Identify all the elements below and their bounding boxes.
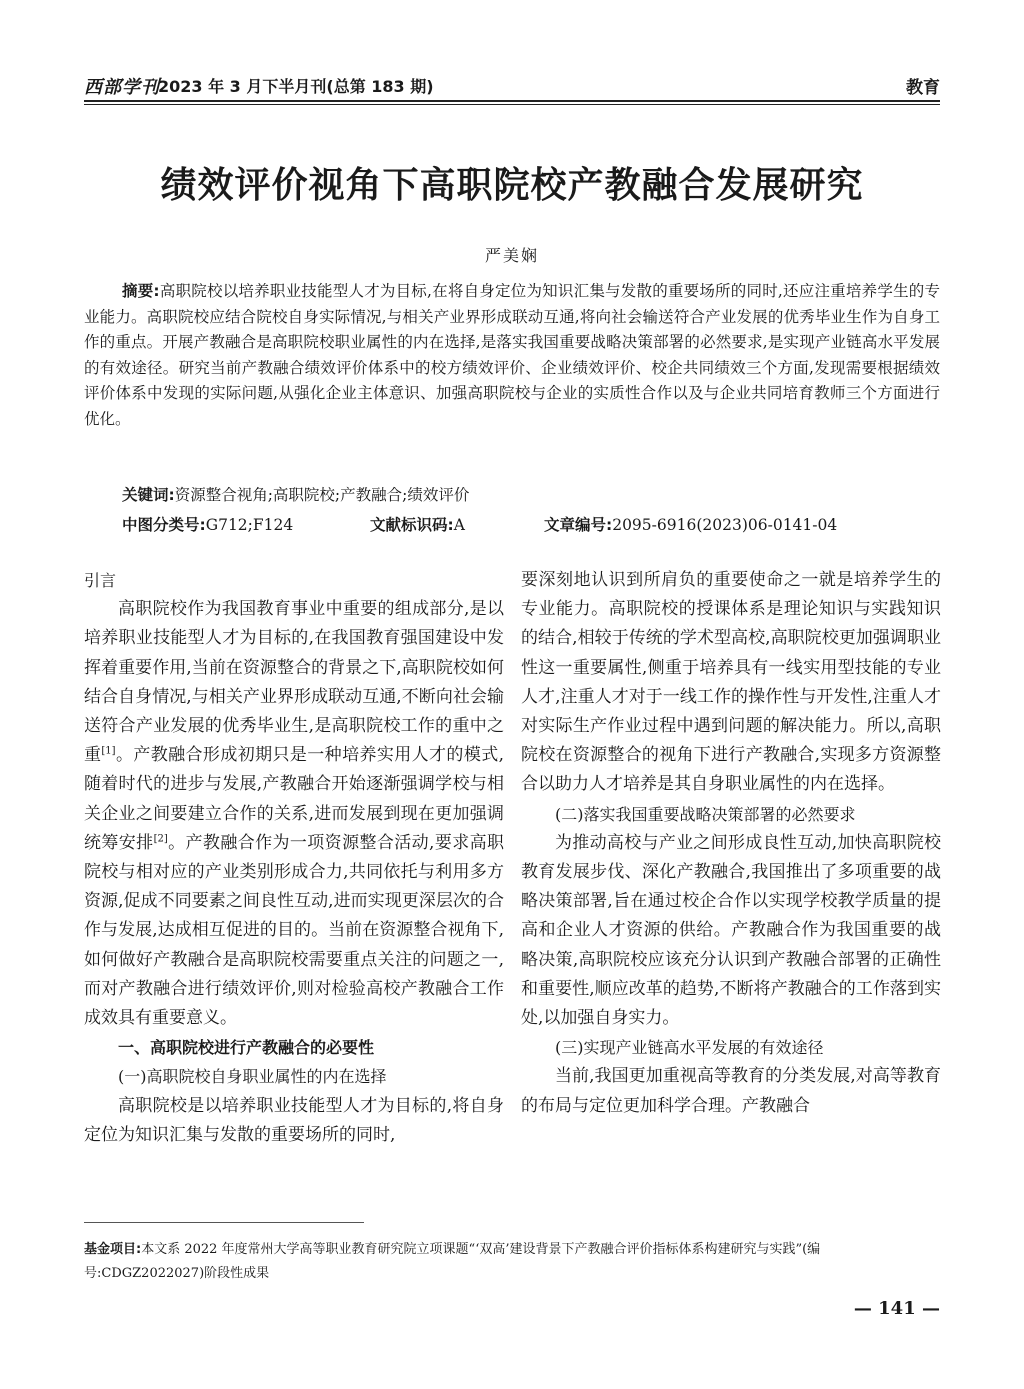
subsection-2-heading: (二)落实我国重要战略决策部署的必然要求 bbox=[555, 804, 856, 824]
clc-value: G712;F124 bbox=[205, 516, 294, 534]
issue-info: 2023 年 3 月下半月刊(总第 183 期) bbox=[158, 77, 434, 96]
continued-paragraph: 要深刻地认识到所肩负的重要使命之一就是培养学生的专业能力。高职院校的授课体系是理论知识与实践知识的结合,相较于传统的学术型高校,高职院校更加强调职业性这一重要属性,侧重于培养具有一线实用型技能的专业人才,注重人才对于一线工作的操作性与开发性,注重人才对实际生产作业过程中遇到问题的解决能力。所以,高职院校在资源整合的视角下进行产教融合,实现多方资源整合以助力人才培养是其自身职业属性的内在选择。 bbox=[521, 570, 941, 795]
subsection-1-paragraph: 高职院校是以培养职业技能型人才为目标的,将自身定位为知识汇集与发散的重要场所的同时, bbox=[84, 1095, 504, 1145]
running-header bbox=[84, 73, 940, 99]
funding-footnote bbox=[84, 1238, 940, 1286]
intro-text-part1: 高职院校作为我国教育事业中重要的组成部分,是以培养职业技能型人才为目标的,在我国教育强国建设中发挥着重要作用,当前在资源整合的背景之下,高职院校如何结合自身情况,与相关产业界形成联动互通,不断向社会输送符合产业发展的优秀毕业生,是高职院校工作的重中之重 bbox=[84, 599, 504, 766]
section-1-heading: 一、高职院校进行产教融合的必要性 bbox=[118, 1038, 375, 1058]
footnote-label: 基金项目: bbox=[84, 1242, 142, 1257]
abstract bbox=[84, 279, 940, 433]
subsection-3-paragraph: 当前,我国更加重视高等教育的分类发展,对高等教育的布局与定位更加科学合理。产教融合 bbox=[521, 1066, 941, 1116]
body-column-right bbox=[521, 566, 941, 1121]
document-code-value: A bbox=[453, 516, 465, 534]
intro-text-part2: 。产教融合形成初期只是一种培养实用人才的模式,随着时代的进步与发展,产教融合开始逐渐强调学校与相关企业之间要建立合作的关系,进而发展到现在更加强调统筹安排 bbox=[84, 745, 505, 853]
intro-text-part3: 。产教融合作为一项资源整合活动,要求高职院校与相对应的产业类别形成合力,共同依托与利用多方资源,促成不同要素之间良性互动,进而实现更深层次的合作与发展,达成相互促进的目的。当前在资源整合视角下,如何做好产教融合是高职院校需要重点关注的问题之一,而对产教融合进行绩效评价,则对检验高校产教融合工作成效具有重要意义。 bbox=[84, 832, 505, 1029]
footnote-text: 本文系 2022 年度常州大学高等职业教育研究院立项课题“‘双高’建设背景下产教融合评价指标体系构建研究与实践”(编号:CDGZ2022027)阶段性成果 bbox=[84, 1242, 821, 1281]
clc-label: 中图分类号: bbox=[122, 516, 206, 534]
document-code-label: 文献标识码: bbox=[370, 516, 454, 534]
keywords-text: 资源整合视角;高职院校;产教融合;绩效评价 bbox=[174, 486, 470, 504]
subsection-3-heading: (三)实现产业链高水平发展的有效途径 bbox=[555, 1038, 824, 1058]
body-column-left bbox=[84, 566, 504, 1150]
subsection-1-heading: (一)高职院校自身职业属性的内在选择 bbox=[118, 1067, 387, 1087]
document-code bbox=[370, 513, 465, 537]
section-name: 教育 bbox=[906, 78, 940, 98]
header-rule bbox=[84, 100, 940, 102]
page-number: — 141 — bbox=[853, 1298, 940, 1319]
journal-logo: 西部学刊 bbox=[84, 77, 160, 98]
keywords bbox=[122, 483, 940, 507]
article-title: 绩效评价视角下高职院校产教融合发展研究 bbox=[160, 164, 864, 206]
abstract-text: 高职院校以培养职业技能型人才为目标,在将自身定位为知识汇集与发散的重要场所的同时,还应注重培养学生的专业能力。高职院校应结合院校自身实际情况,与相关产业界形成联动互通,将向社会输送符合产业发展的优秀毕业生作为自身工作的重点。开展产教融合是高职院校职业属性的内在选择,是落实我国重要战略决策部署的必然要求,是实现产业链高水平发展的有效途径。研究当前产教融合绩效评价体系中的校方绩效评价、企业绩效评价、校企共同绩效三个方面,发现需要根据绩效评价体系中发现的实际问题,从强化企业主体意识、加强高职院校与企业的实质性合作以及与企业共同培育教师三个方面进行优化。 bbox=[84, 282, 941, 428]
clc-number bbox=[122, 513, 293, 537]
intro-heading: 引言 bbox=[84, 571, 117, 590]
citation-1[interactable]: [1] bbox=[101, 745, 116, 757]
article-number-label: 文章编号: bbox=[544, 516, 613, 534]
subsection-2-paragraph: 为推动高校与产业之间形成良性互动,加快高职院校教育发展步伐、深化产教融合,我国推出了多项重要的战略决策部署,旨在通过校企合作以实现学校教学质量的提高和企业人才资源的供给。产教融合作为我国重要的战略决策,高职院校应该充分认识到产教融合部署的正确性和重要性,顺应改革的趋势,不断将产教融合的工作落到实处,以加强自身实力。 bbox=[521, 832, 941, 1029]
abstract-label: 摘要: bbox=[122, 282, 160, 300]
classification-line bbox=[122, 513, 940, 537]
intro-paragraph bbox=[84, 595, 504, 1033]
keywords-label: 关键词: bbox=[122, 486, 175, 504]
article-number bbox=[544, 513, 837, 537]
header-rule-thin bbox=[84, 104, 940, 105]
footnote-rule bbox=[84, 1222, 364, 1223]
article-author: 严美娴 bbox=[484, 246, 539, 265]
citation-2[interactable]: [2] bbox=[153, 833, 168, 845]
article-number-value: 2095-6916(2023)06-0141-04 bbox=[612, 516, 838, 534]
